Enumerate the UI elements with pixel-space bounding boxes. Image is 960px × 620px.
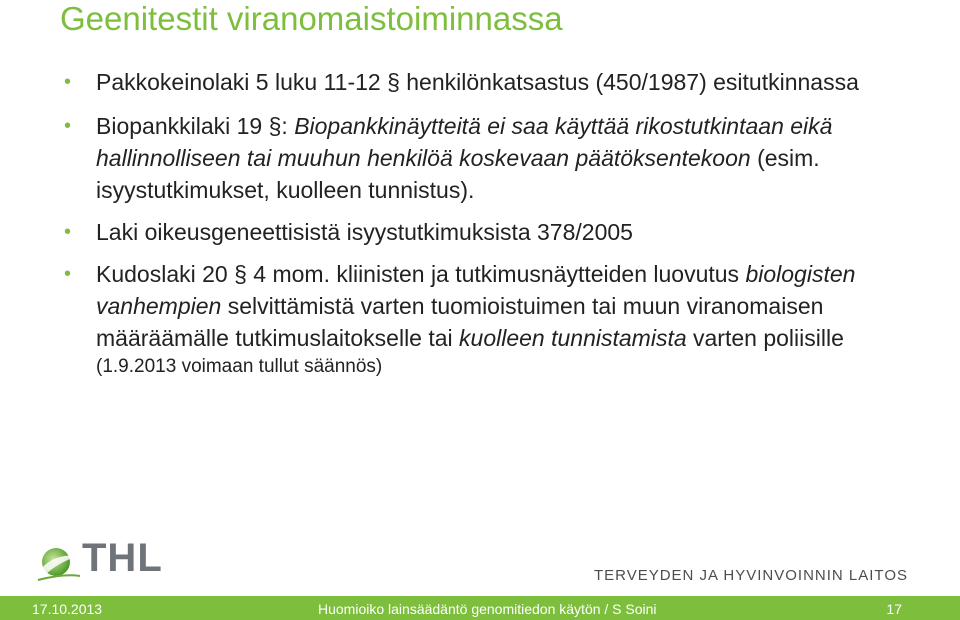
bullet-biopankkilaki [64, 110, 924, 206]
footer-date: 17.10.2013 [32, 601, 103, 617]
thl-logo-text: THL [82, 536, 163, 580]
footer-title: Huomioiko lainsäädäntö genomitiedon käytön / S Soini [318, 601, 657, 617]
bullet-dot-icon: • [64, 263, 72, 285]
bullet-tail: (esim. isyystutkimukset, kuolleen tunnistus). [96, 145, 820, 203]
bullet-sub-note: (1.9.2013 voimaan tullut säännös) [96, 356, 383, 377]
bullet-kudoslaki [64, 258, 924, 380]
slide-title: Geenitestit viranomaistoiminnassa [60, 0, 563, 37]
bullet-italic-2: kuolleen tunnistamista [459, 325, 687, 351]
bullet-pakkokeinolaki [64, 66, 924, 98]
bullet-list [64, 66, 924, 380]
bullet-lead: Biopankkilaki 19 §: [96, 113, 295, 139]
footer-page-number: 17 [886, 601, 902, 617]
bullet-italic-1: biologisten vanhempien [96, 261, 856, 319]
bullet-part3: varten poliisille [686, 325, 844, 351]
bullet-italic: Biopankkinäytteitä ei saa käyttää rikostutkintaan eikä hallinnolliseen tai muuhun henkilöä koskevaan päätöksentekoon [96, 113, 833, 171]
institute-name: TERVEYDEN JA HYVINVOINNIN LAITOS [593, 567, 908, 584]
bullet-part1: Kudoslaki 20 § 4 mom. kliinisten ja tutkimusnäytteiden luovutus [96, 261, 746, 287]
bullet-oikeusgeneettinen [64, 216, 924, 248]
bullet-text: Pakkokeinolaki 5 luku 11-12 § henkilönkatsastus (450/1987) esitutkinnassa [96, 69, 859, 95]
bullet-text: Laki oikeusgeneettisistä isyystutkimuksista 378/2005 [96, 219, 633, 245]
bullet-dot-icon: • [64, 221, 72, 243]
footer-bar [0, 596, 960, 620]
bullet-dot-icon: • [64, 115, 72, 137]
bullet-part2: selvittämistä varten tuomioistuimen tai muun viranomaisen määräämälle tutkimuslaitokselle tai [96, 293, 824, 351]
bullet-dot-icon: • [64, 71, 72, 93]
